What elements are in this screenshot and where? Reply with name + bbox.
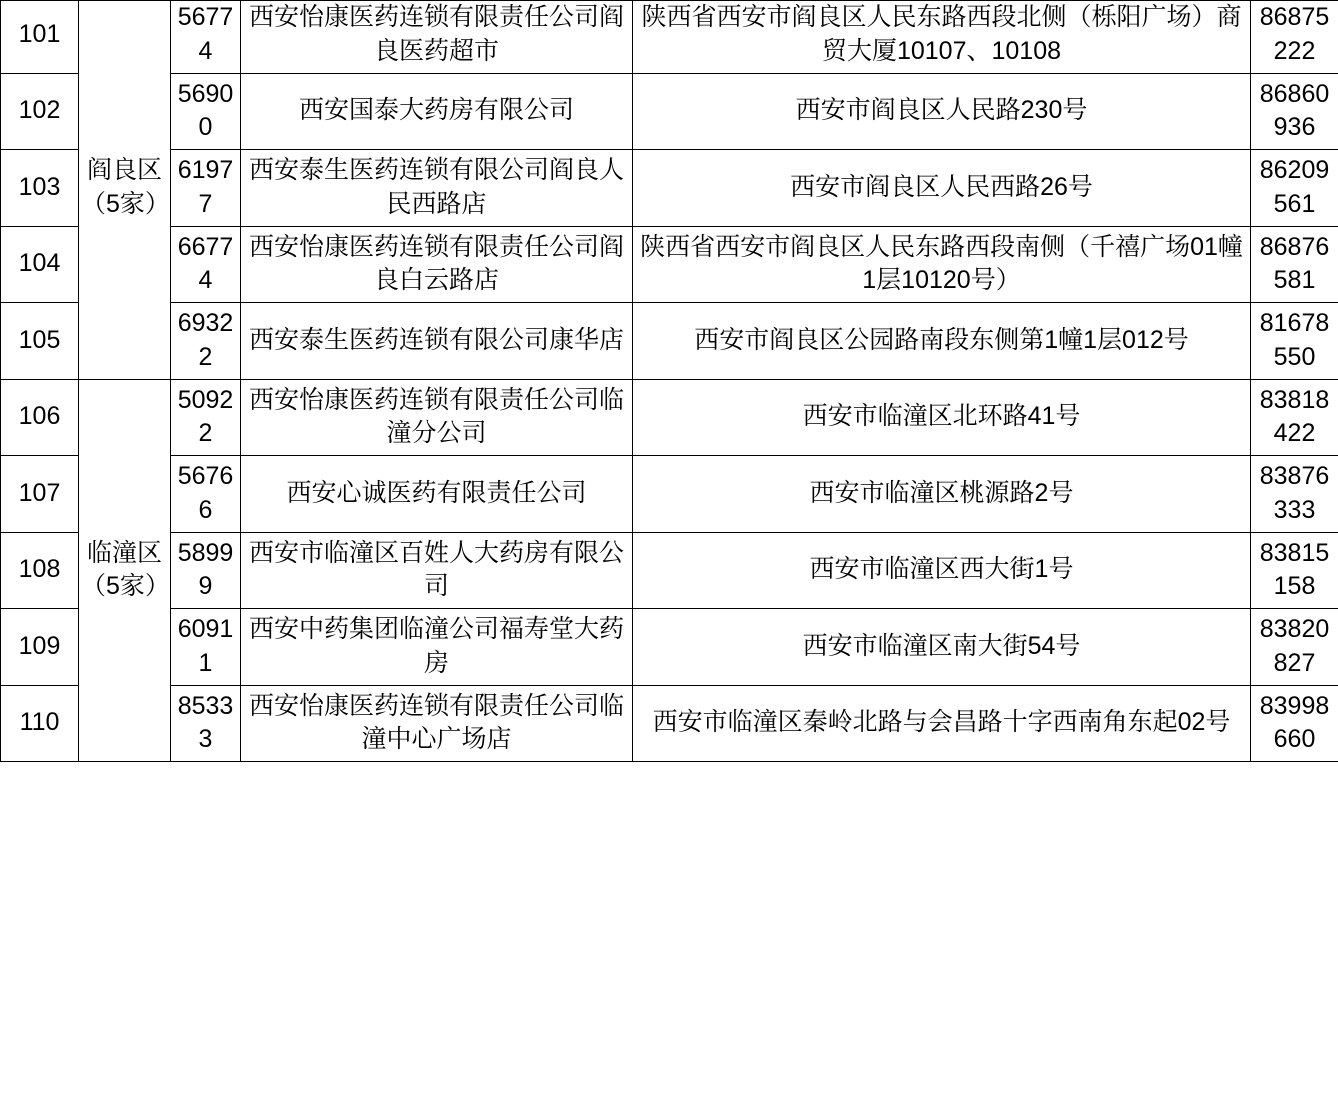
- pharmacy-address: 陕西省西安市阎良区人民东路西段南侧（千禧广场01幢1层10120号）: [633, 226, 1251, 303]
- pharmacy-address: 陕西省西安市阎良区人民东路西段北侧（栎阳广场）商贸大厦10107、10108: [633, 1, 1251, 74]
- pharmacy-code: 50922: [171, 379, 241, 456]
- table-row: [1, 1, 1338, 74]
- pharmacy-name: 西安怡康医药连锁有限责任公司临潼分公司: [241, 379, 633, 456]
- pharmacy-code: 60911: [171, 609, 241, 686]
- pharmacy-address: 西安市临潼区秦岭北路与会昌路十字西南角东起02号: [633, 685, 1251, 762]
- district-group-label: 阎良区（5家）: [79, 1, 171, 380]
- pharmacy-code: 56774: [171, 1, 241, 74]
- pharmacy-address: 西安市临潼区西大街1号: [633, 532, 1251, 609]
- table-body: [1, 1, 1338, 762]
- row-index: 109: [1, 609, 79, 686]
- pharmacy-name: 西安中药集团临潼公司福寿堂大药房: [241, 609, 633, 686]
- row-index: 108: [1, 532, 79, 609]
- pharmacy-code: 66774: [171, 226, 241, 303]
- pharmacy-address: 西安市临潼区桃源路2号: [633, 456, 1251, 533]
- pharmacy-name: 西安泰生医药连锁有限公司康华店: [241, 303, 633, 380]
- table-row: [1, 456, 1338, 533]
- pharmacy-name: 西安怡康医药连锁有限责任公司阎良白云路店: [241, 226, 633, 303]
- row-index: 107: [1, 456, 79, 533]
- pharmacy-address: 西安市临潼区南大街54号: [633, 609, 1251, 686]
- pharmacy-address: 西安市阎良区人民路230号: [633, 73, 1251, 150]
- row-index: 106: [1, 379, 79, 456]
- pharmacy-phone: 86876581: [1251, 226, 1338, 303]
- pharmacy-name: 西安怡康医药连锁有限责任公司阎良医药超市: [241, 1, 633, 74]
- row-index: 110: [1, 685, 79, 762]
- pharmacy-code: 56766: [171, 456, 241, 533]
- table-row: [1, 609, 1338, 686]
- table-row: [1, 532, 1338, 609]
- pharmacy-code: 69322: [171, 303, 241, 380]
- table-row: [1, 685, 1338, 762]
- row-index: 104: [1, 226, 79, 303]
- pharmacy-phone: 86875222: [1251, 1, 1338, 74]
- row-index: 101: [1, 1, 79, 74]
- pharmacy-code: 58999: [171, 532, 241, 609]
- pharmacy-address: 西安市阎良区人民西路26号: [633, 150, 1251, 227]
- table-row: [1, 150, 1338, 227]
- pharmacy-code: 56900: [171, 73, 241, 150]
- table-row: [1, 226, 1338, 303]
- pharmacy-phone: 83876333: [1251, 456, 1338, 533]
- table-row: [1, 303, 1338, 380]
- pharmacy-address: 西安市临潼区北环路41号: [633, 379, 1251, 456]
- row-index: 105: [1, 303, 79, 380]
- pharmacy-code: 61977: [171, 150, 241, 227]
- district-group-label: 临潼区（5家）: [79, 379, 171, 762]
- pharmacy-phone: 83998660: [1251, 685, 1338, 762]
- pharmacy-phone: 86209561: [1251, 150, 1338, 227]
- pharmacy-phone: 83820827: [1251, 609, 1338, 686]
- pharmacy-name: 西安心诚医药有限责任公司: [241, 456, 633, 533]
- pharmacy-address: 西安市阎良区公园路南段东侧第1幢1层012号: [633, 303, 1251, 380]
- table-row: [1, 379, 1338, 456]
- pharmacy-phone: 86860936: [1251, 73, 1338, 150]
- pharmacy-phone: 83818422: [1251, 379, 1338, 456]
- pharmacy-name: 西安市临潼区百姓人大药房有限公司: [241, 532, 633, 609]
- pharmacy-name: 西安怡康医药连锁有限责任公司临潼中心广场店: [241, 685, 633, 762]
- pharmacy-phone: 83815158: [1251, 532, 1338, 609]
- pharmacy-name: 西安国泰大药房有限公司: [241, 73, 633, 150]
- row-index: 102: [1, 73, 79, 150]
- row-index: 103: [1, 150, 79, 227]
- table-row: [1, 73, 1338, 150]
- pharmacy-name: 西安泰生医药连锁有限公司阎良人民西路店: [241, 150, 633, 227]
- pharmacy-code: 85333: [171, 685, 241, 762]
- pharmacy-phone: 81678550: [1251, 303, 1338, 380]
